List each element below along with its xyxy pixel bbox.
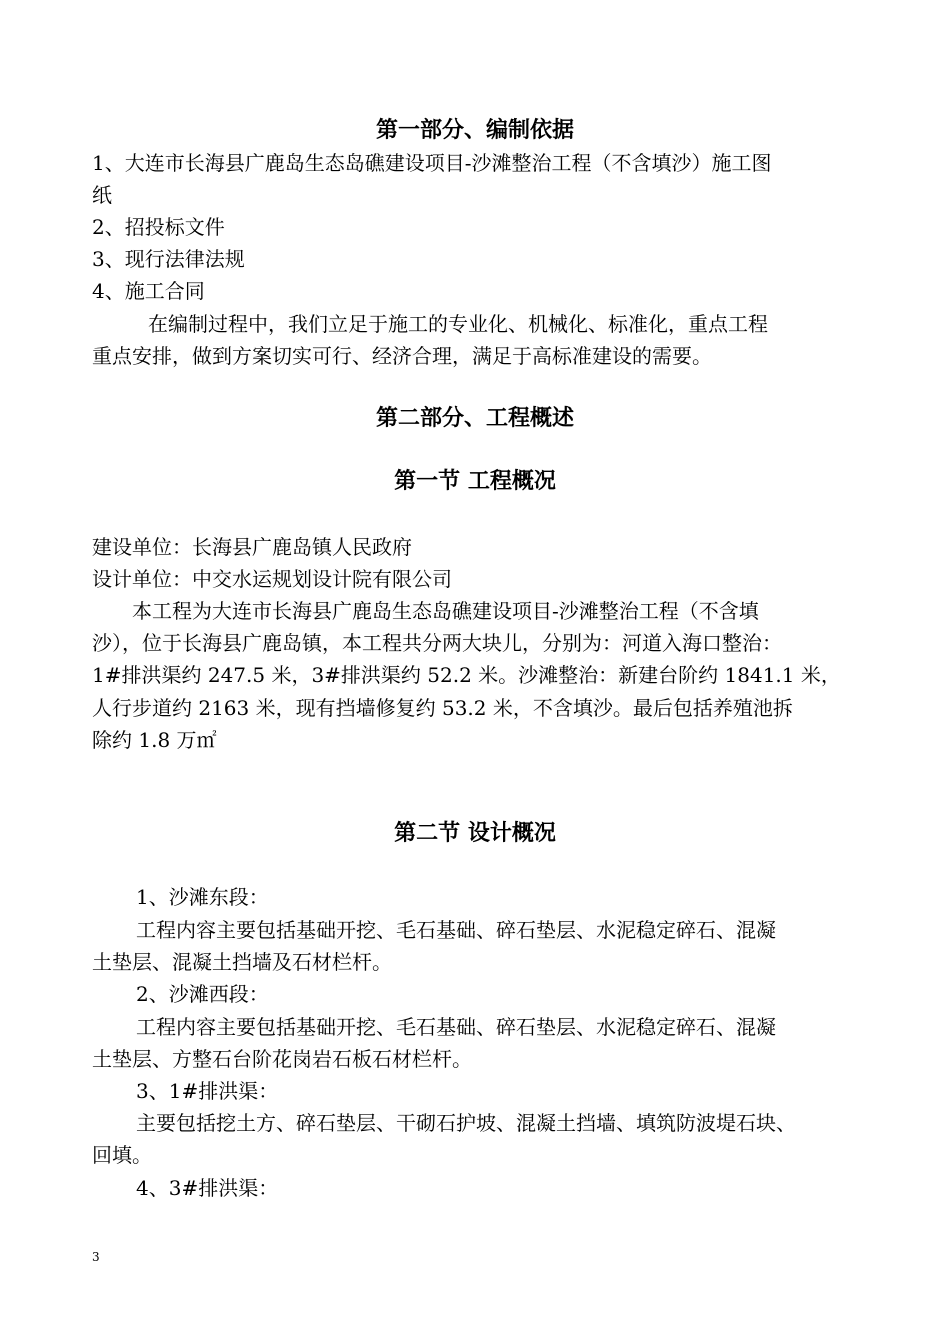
section1-title: 第一节 工程概况 xyxy=(394,469,556,494)
design-unit: 设计单位：中交水运规划设计院有限公司 xyxy=(92,567,452,591)
part2-title: 第二部分、工程概述 xyxy=(375,406,574,431)
section2-line-10: 4、3#排洪渠： xyxy=(136,1176,279,1200)
section2-line-6: 土垫层、方整石台阶花岗岩石板石材栏杆。 xyxy=(92,1047,472,1071)
part1-paragraph-line-1: 在编制过程中，我们立足于施工的专业化、机械化、标准化，重点工程 xyxy=(148,312,768,336)
part1-paragraph-line-2: 重点安排，做到方案切实可行、经济合理，满足于高标准建设的需要。 xyxy=(92,344,712,368)
section1-paragraph-line-4: 人行步道约 2163 米，现有挡墙修复约 53.2 米，不含填沙。最后包括养殖池拆 xyxy=(92,696,793,720)
page-number: 3 xyxy=(92,1250,100,1264)
section2-line-7: 3、1#排洪渠： xyxy=(136,1079,279,1103)
section2-line-2: 工程内容主要包括基础开挖、毛石基础、碎石垫层、水泥稳定碎石、混凝 xyxy=(136,918,776,942)
section2-title: 第二节 设计概况 xyxy=(394,821,556,846)
section2-line-8: 主要包括挖土方、碎石垫层、干砌石护坡、混凝土挡墙、填筑防波堤石块、 xyxy=(136,1111,796,1135)
part1-item-1: 1、大连市长海县广鹿岛生态岛礁建设项目-沙滩整治工程（不含填沙）施工图 xyxy=(92,151,772,175)
construction-unit: 建设单位：长海县广鹿岛镇人民政府 xyxy=(92,535,412,559)
part1-item-4: 4、施工合同 xyxy=(92,279,205,303)
section2-line-9: 回填。 xyxy=(92,1143,152,1167)
section2-line-4: 2、沙滩西段： xyxy=(136,982,269,1006)
section1-paragraph-line-2: 沙），位于长海县广鹿岛镇，本工程共分两大块儿，分别为：河道入海口整治： xyxy=(92,631,782,655)
section1-paragraph-line-1: 本工程为大连市长海县广鹿岛生态岛礁建设项目-沙滩整治工程（不含填 xyxy=(132,599,759,623)
part1-item-2: 2、招投标文件 xyxy=(92,215,225,239)
part1-item-1-cont: 纸 xyxy=(92,183,112,207)
part1-title: 第一部分、编制依据 xyxy=(375,118,574,143)
section1-paragraph-line-3: 1#排洪渠约 247.5 米，3#排洪渠约 52.2 米。沙滩整治：新建台阶约 1841.1 米， xyxy=(92,663,841,687)
section2-line-3: 土垫层、混凝土挡墙及石材栏杆。 xyxy=(92,950,392,974)
section2-line-1: 1、沙滩东段： xyxy=(136,885,269,909)
section1-paragraph-line-5: 除约 1.8 万㎡ xyxy=(92,728,217,752)
section2-line-5: 工程内容主要包括基础开挖、毛石基础、碎石垫层、水泥稳定碎石、混凝 xyxy=(136,1015,776,1039)
part1-item-3: 3、现行法律法规 xyxy=(92,247,245,271)
